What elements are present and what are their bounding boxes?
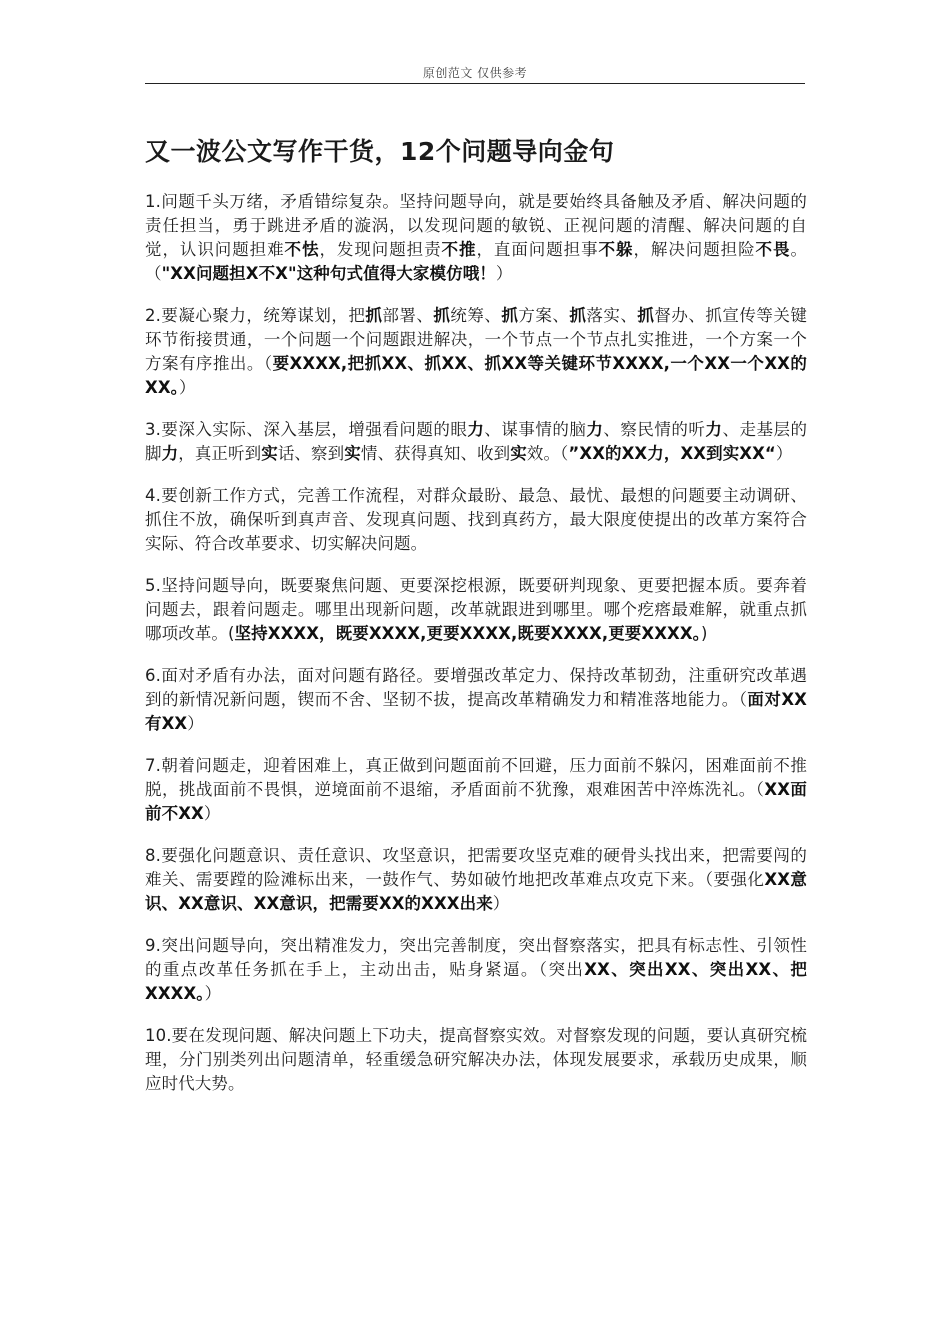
paragraph-5 — [145, 574, 807, 646]
text-run: 8.要强化问题意识、责任意识、攻坚意识，把需要攻坚克难的硬骨头找出来，把需要闯的难关、需要蹚的险滩标出来，一鼓作气、势如破竹地把改革难点攻克下来。（要强化 — [145, 846, 807, 889]
paragraph-2 — [145, 304, 807, 400]
bold-run: 面对XX有XX — [145, 690, 807, 733]
text-run: 10.要在发现问题、解决问题上下功夫，提高督察实效。对督察发现的问题，要认真研究梳理，分门别类列出问题清单，轻重缓急研究解决办法，体现发展要求，承载历史成果，顺应时代大势。 — [145, 1026, 807, 1093]
bold-run: 力 — [161, 444, 179, 463]
bold-run: 实 — [344, 444, 361, 463]
bold-run: "XX问题担X不X"这种句式值得大家模仿哦！ — [161, 264, 496, 283]
paragraph-6 — [145, 664, 807, 736]
text-run: 情、获得真知、收到 — [360, 444, 511, 463]
bold-run: 力 — [586, 420, 604, 439]
bold-run: 抓 — [433, 306, 451, 325]
text-run: 效。（ — [526, 444, 569, 463]
text-run: 3.要深入实际、深入基层，增强看问题的眼 — [145, 420, 468, 439]
paragraph-4 — [145, 484, 807, 556]
text-run: ，直面问题担事 — [476, 240, 599, 259]
bold-run: 力 — [467, 420, 485, 439]
text-run: 1.问题千头万绪，矛盾错综复杂。坚持问题导向，就是要始终具备触及矛盾、解决问题的责任担当，勇于跳进矛盾的漩涡，以发现问题的敏锐、正视问题的清醒、解决问题的自觉，认识问题担难 — [145, 192, 807, 259]
bold-run: ”XX的XX力，XX到实XX“ — [568, 444, 776, 463]
text-run: ） — [492, 894, 510, 913]
text-run: ，解决问题担险 — [633, 240, 756, 259]
paragraph-3 — [145, 418, 807, 466]
text-run: 4.要创新工作方式，完善工作流程，对群众最盼、最急、最忧、最想的问题要主动调研、抓住不放，确保听到真声音、发现真问题、找到真药方，最大限度使提出的改革方案符合实际、符合改革要求、切实解决问题。 — [145, 486, 807, 553]
text-run: 落实、 — [586, 306, 638, 325]
text-run: 统筹、 — [450, 306, 502, 325]
text-run: 方案、 — [518, 306, 570, 325]
paragraph-7 — [145, 754, 807, 826]
bold-run: 不躲 — [598, 240, 634, 259]
bold-run: 坚持XXXX，既要XXXX,更要XXXX,既要XXXX,更要XXXX。 — [234, 624, 702, 643]
text-run: 9.突出问题导向，突出精准发力，突出完善制度，突出督察落实，把具有标志性、引领性的重点改革任务抓在手上，主动出击，贴身紧逼。（突出 — [145, 936, 807, 979]
text-run: 督办、抓宣传等关键环节衔接贯通，一个问题一个问题跟进解决，一个节点一个节点扎实推进，一个方案一个方案有序推出。（ — [145, 306, 807, 373]
text-run: 2.要凝心聚力，统筹谋划，把 — [145, 306, 366, 325]
bold-run: 力 — [705, 420, 723, 439]
text-run: ，真正听到 — [178, 444, 262, 463]
text-run: 7.朝着问题走，迎着困难上，真正做到问题面前不回避，压力面前不躲闪，困难面前不推脱，挑战面前不畏惧，逆境面前不退缩，矛盾面前不犹豫，艰难困苦中淬炼洗礼。（ — [145, 756, 807, 799]
paragraph-8 — [145, 844, 807, 916]
paragraph-9 — [145, 934, 807, 1006]
text-run: 。（ — [145, 240, 808, 283]
text-run: 6.面对矛盾有办法，面对问题有路径。要增强改革定力、保持改革韧劲，注重研究改革遇到的新情况新问题，锲而不舍、坚韧不拔，提高改革精确发力和精准落地能力。（ — [145, 666, 807, 709]
bold-run: 抓 — [501, 306, 519, 325]
paragraph-1 — [145, 190, 807, 286]
bold-run: XX意识、XX意识、XX意识，把需要XX的XXX出来 — [145, 870, 807, 913]
text-run: ） — [203, 804, 221, 823]
bold-run: 实 — [261, 444, 278, 463]
bold-run: XX面前不XX — [145, 780, 807, 823]
text-run: ) — [701, 624, 708, 643]
bold-run: 不推 — [441, 240, 477, 259]
bold-run: 实 — [510, 444, 527, 463]
bold-run: 抓 — [637, 306, 655, 325]
bold-run: 不怯 — [284, 240, 320, 259]
text-run: ） — [179, 378, 196, 397]
text-run: 话、察到 — [277, 444, 345, 463]
text-run: 、走基层的脚 — [145, 420, 808, 463]
document-body — [145, 190, 807, 1114]
document-title: 又一波公文写作干货，12个问题导向金句 — [145, 137, 615, 166]
bold-run: 不畏 — [755, 240, 791, 259]
text-run: ） — [775, 444, 793, 463]
bold-run: 要XXXX,把抓XX、抓XX、抓XX等关键环节XXXX,一个XX一个XX的XX。 — [145, 354, 807, 397]
text-run: ） — [204, 984, 222, 1003]
header-rule — [145, 83, 805, 84]
bold-run: 抓 — [365, 306, 383, 325]
bold-run: 抓 — [569, 306, 587, 325]
page-header: 原创范文 仅供参考 — [422, 66, 528, 80]
text-run: ，发现问题担责 — [319, 240, 442, 259]
paragraph-10 — [145, 1024, 807, 1096]
text-run: ） — [495, 264, 513, 283]
text-run: 5.坚持问题导向，既要聚焦问题、更要深挖根源，既要研判现象、更要把握本质。要奔着问题去，跟着问题走。哪里出现新问题，改革就跟进到哪里。哪个疙瘩最难解，就重点抓哪项改革。( — [145, 576, 807, 643]
text-run: 部署、 — [382, 306, 434, 325]
text-run: 、察民情的听 — [603, 420, 706, 439]
bold-run: XX、突出XX、突出XX、把XXXX。 — [145, 960, 807, 1003]
text-run: ） — [187, 714, 204, 733]
text-run: 、谋事情的脑 — [484, 420, 587, 439]
